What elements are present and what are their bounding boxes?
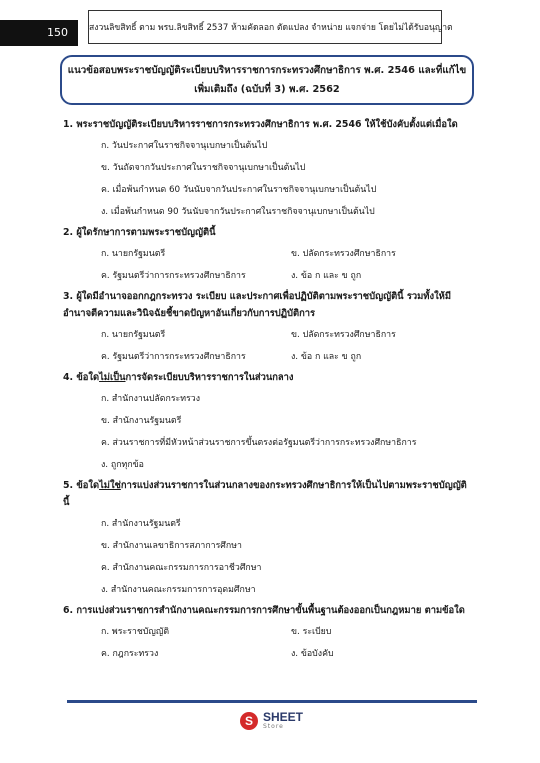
question-list bbox=[63, 116, 483, 663]
question-5-emphasis: ไม่ใช่ bbox=[99, 480, 121, 491]
question-1-option-b: ข. วันถัดจากวันประกาศในราชกิจจานุเบกษาเป็นต้นไป bbox=[101, 163, 306, 173]
question-2-option-b: ข. ปลัดกระทรวงศึกษาธิการ bbox=[291, 249, 396, 259]
question-5-option-a: ก. สำนักงานรัฐมนตรี bbox=[101, 519, 181, 529]
question-3-option-a: ก. นายกรัฐมนตรี bbox=[101, 330, 166, 340]
sheet-store-logo bbox=[240, 711, 303, 731]
question-4-prefix: 4. ข้อใด bbox=[63, 372, 100, 383]
section-title-line2: เพิ่มเติมถึง (ฉบับที่ 3) พ.ศ. 2562 bbox=[194, 84, 340, 95]
question-4 bbox=[63, 369, 483, 386]
question-3-options-row-2 bbox=[63, 349, 483, 366]
question-5-prefix: 5. ข้อใด bbox=[63, 480, 100, 491]
question-3-options-row-1 bbox=[63, 327, 483, 344]
question-1-option-a: ก. วันประกาศในราชกิจจานุเบกษาเป็นต้นไป bbox=[101, 141, 268, 151]
question-5 bbox=[63, 477, 483, 511]
question-3-option-d: ง. ข้อ ก และ ข ถูก bbox=[291, 352, 362, 362]
question-1-option-c: ค. เมื่อพ้นกำหนด 60 วันนับจากวันประกาศในราชกิจจานุเบกษาเป็นต้นไป bbox=[101, 185, 377, 195]
question-6: 6. การแบ่งส่วนราชการสำนักงานคณะกรรมการการศึกษาขั้นพื้นฐานต้องออกเป็นกฎหมาย ตามข้อใด bbox=[63, 605, 465, 616]
section-title-box bbox=[60, 55, 474, 105]
question-4-emphasis: ไม่เป็น bbox=[99, 372, 126, 383]
question-3-line1: 3. ผู้ใดมีอำนาจออกกฎกระทรวง ระเบียบ และประกาศเพื่อปฏิบัติตามพระราชบัญญัตินี้ รวมทั้งให้มี bbox=[63, 291, 452, 302]
question-1-option-d: ง. เมื่อพ้นกำหนด 90 วันนับจากวันประกาศในราชกิจจานุเบกษาเป็นต้นไป bbox=[101, 207, 375, 217]
logo-wordmark bbox=[263, 711, 303, 731]
question-6-option-a: ก. พระราชบัญญัติ bbox=[101, 627, 170, 637]
question-5-suffix: การแบ่งส่วนราชการในส่วนกลางของกระทรวงศึกษาธิการให้เป็นไปตามพระราชบัญญัติ bbox=[120, 480, 467, 491]
question-2-options-row-2 bbox=[63, 268, 483, 285]
question-4-option-c: ค. ส่วนราชการที่มีหัวหน้าส่วนราชการขึ้นตรงต่อรัฐมนตรีว่าการกระทรวงศึกษาธิการ bbox=[101, 438, 417, 448]
question-5-option-d: ง. สำนักงานคณะกรรมการการอุดมศึกษา bbox=[101, 585, 256, 595]
question-4-option-b: ข. สำนักงานรัฐมนตรี bbox=[101, 416, 182, 426]
question-2-option-a: ก. นายกรัฐมนตรี bbox=[101, 249, 166, 259]
question-5-option-c: ค. สำนักงานคณะกรรมการการอาชีวศึกษา bbox=[101, 563, 262, 573]
page-number: 150 bbox=[0, 20, 78, 46]
copyright-notice: สงวนลิขสิทธิ์ ตาม พรบ.ลิขสิทธิ์ 2537 ห้ามคัดลอก ตัดแปลง จำหน่าย แจกจ่าย โดยไม่ได้รับอนุญาต bbox=[88, 10, 442, 44]
question-6-option-b: ข. ระเบียบ bbox=[291, 627, 332, 637]
question-3-option-c: ค. รัฐมนตรีว่าการกระทรวงศึกษาธิการ bbox=[101, 352, 246, 362]
footer-divider bbox=[67, 700, 477, 703]
question-2-option-d: ง. ข้อ ก และ ข ถูก bbox=[291, 271, 362, 281]
question-2: 2. ผู้ใดรักษาการตามพระราชบัญญัตินี้ bbox=[63, 227, 216, 238]
question-2-options-row-1 bbox=[63, 246, 483, 263]
question-4-option-a: ก. สำนักงานปลัดกระทรวง bbox=[101, 394, 201, 404]
logo-name: SHEET bbox=[263, 710, 304, 724]
question-6-options-row-1 bbox=[63, 624, 483, 641]
question-3 bbox=[63, 288, 483, 322]
question-5-line2: นี้ bbox=[63, 497, 70, 508]
question-5-option-b: ข. สำนักงานเลขาธิการสภาการศึกษา bbox=[101, 541, 242, 551]
logo-subtitle: Store bbox=[263, 723, 284, 730]
question-1: 1. พระราชบัญญัติระเบียบบริหารราชการกระทรวงศึกษาธิการ พ.ศ. 2546 ให้ใช้บังคับตั้งแต่เมื่อใด bbox=[63, 119, 458, 130]
question-4-option-d: ง. ถูกทุกข้อ bbox=[101, 460, 144, 470]
question-6-option-d: ง. ข้อบังคับ bbox=[291, 649, 334, 659]
question-2-option-c: ค. รัฐมนตรีว่าการกระทรวงศึกษาธิการ bbox=[101, 271, 246, 281]
question-6-option-c: ค. กฎกระทรวง bbox=[101, 649, 159, 659]
question-3-option-b: ข. ปลัดกระทรวงศึกษาธิการ bbox=[291, 330, 396, 340]
question-4-suffix: การจัดระเบียบบริหารราชการในส่วนกลาง bbox=[125, 372, 294, 383]
question-3-line2: อำนาจตีความและวินิจฉัยชี้ขาดปัญหาอันเกี่ยวกับการปฏิบัติการ bbox=[63, 308, 316, 319]
question-6-options-row-2 bbox=[63, 646, 483, 663]
question-5-line1 bbox=[63, 477, 483, 494]
logo-s-icon: S bbox=[240, 712, 258, 730]
section-title-line1: แนวข้อสอบพระราชบัญญัติระเบียบบริหารราชการกระทรวงศึกษาธิการ พ.ศ. 2546 และที่แก้ไข bbox=[67, 65, 467, 76]
